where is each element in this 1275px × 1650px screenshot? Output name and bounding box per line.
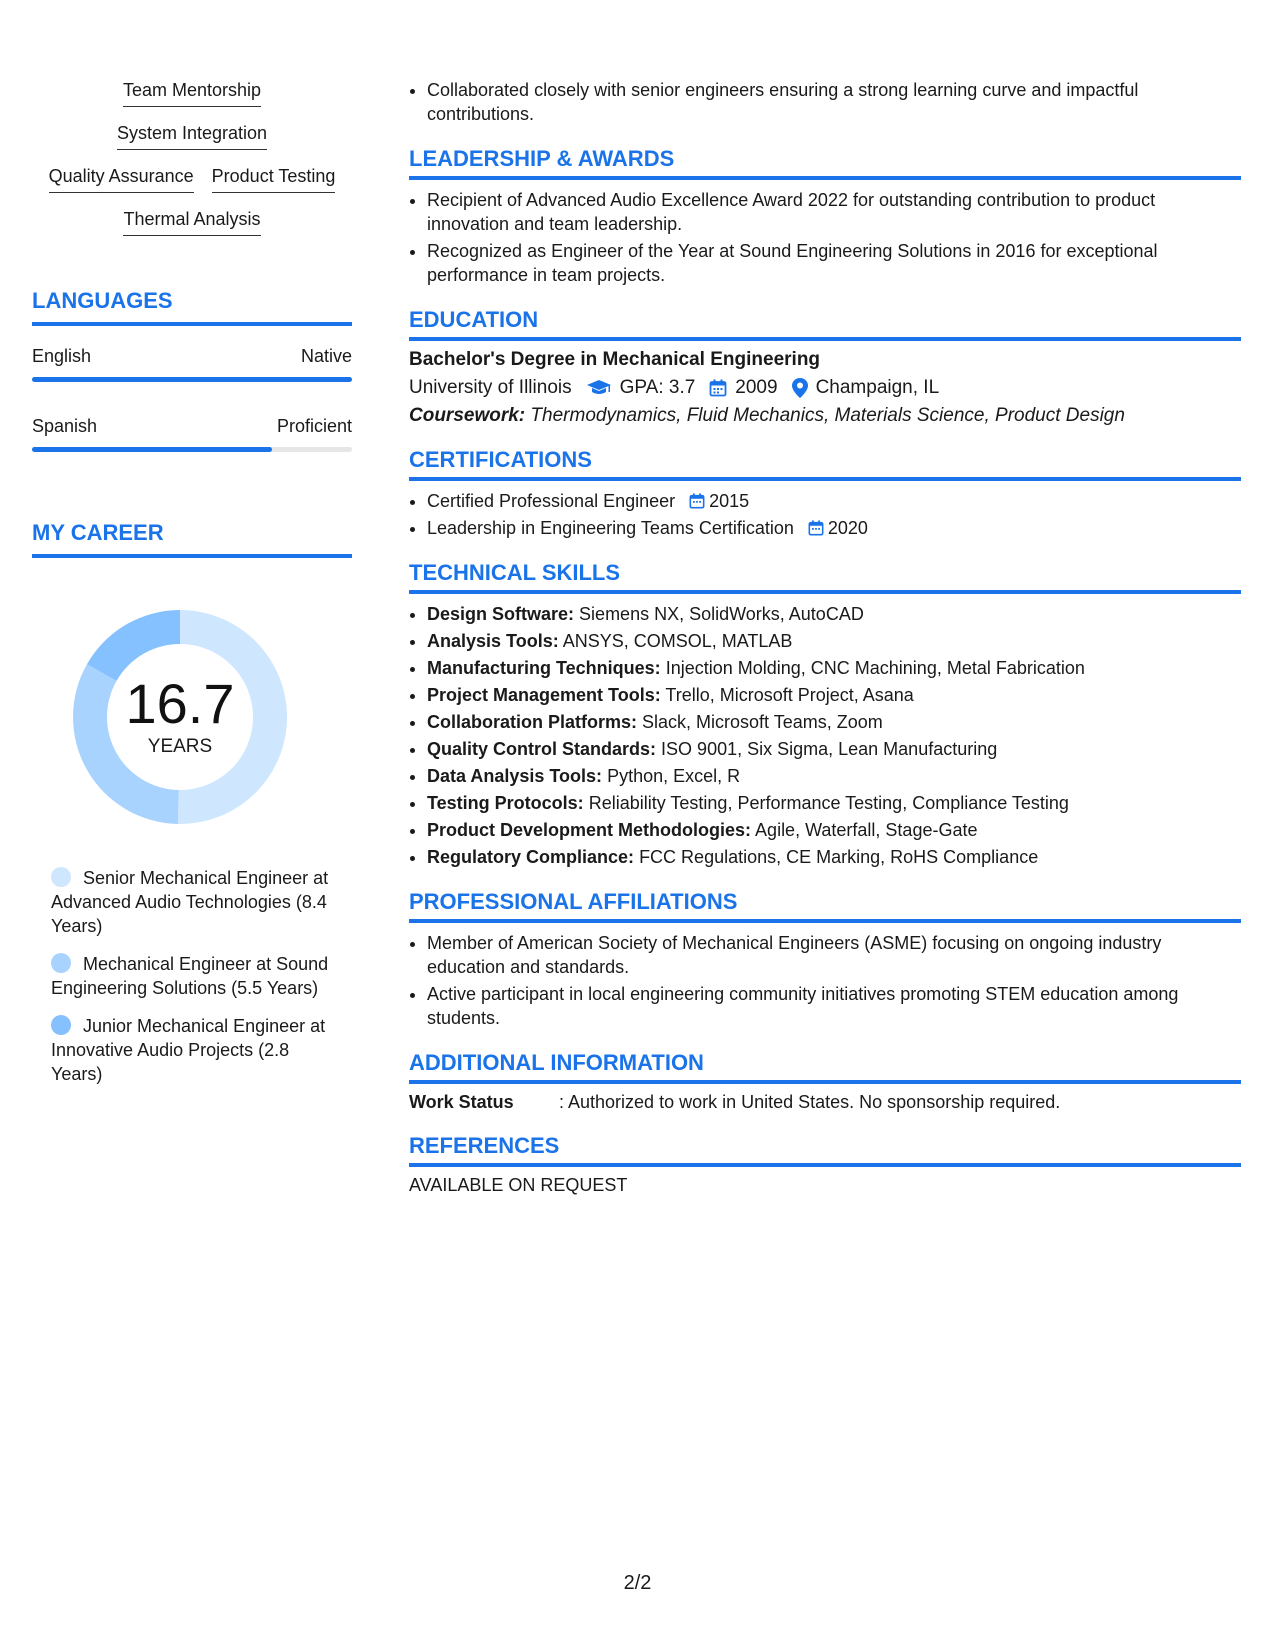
certification-name: • Certified Professional Engineer (427, 491, 676, 511)
language-name: Spanish (32, 416, 98, 436)
career-item (51, 1014, 331, 1086)
education-gpa: GPA: 3.7 (619, 377, 696, 398)
career-item (51, 952, 331, 1000)
tag-row (117, 121, 267, 150)
technical-skill-value: Trello, Microsoft Project, Asana (665, 685, 914, 705)
affiliation-item: • Active participant in local engineering community initiatives promoting STEM education among students. (427, 982, 1241, 1030)
languages-heading: LANGUAGES (32, 288, 352, 326)
graduation-cap-icon (586, 379, 612, 397)
references-text: AVAILABLE ON REQUEST (409, 1175, 628, 1195)
technical-skill-item (427, 737, 1241, 761)
work-status-label: Work Status (409, 1092, 514, 1112)
technical-skill-item (427, 818, 1241, 842)
tag-row (123, 207, 260, 236)
career-unit: YEARS (147, 736, 213, 757)
certification-item (427, 489, 1241, 513)
right-column (409, 78, 1241, 1196)
technical-skill-label: Quality Control Standards: (427, 739, 657, 759)
career-dot (51, 867, 71, 887)
certification-item (427, 516, 1241, 540)
technical-skill-label: Collaboration Platforms: (427, 712, 638, 732)
affiliation-item: • Member of American Society of Mechanical Engineers (ASME) focusing on ongoing industry education and standards. (427, 931, 1241, 979)
technical-skill-label: Analysis Tools: (427, 631, 559, 651)
languages-section (32, 288, 352, 452)
certifications-heading: CERTIFICATIONS (409, 447, 1241, 481)
language-item (32, 416, 352, 452)
technical-skill-label: Product Development Methodologies: (427, 820, 752, 840)
career-heading: MY CAREER (32, 520, 352, 558)
technical-skill-label: Design Software: (427, 604, 575, 624)
career-list (32, 866, 352, 1086)
work-status-row (409, 1092, 1241, 1113)
page-number: 2/2 (623, 1572, 652, 1594)
skill-tag: Thermal Analysis (123, 207, 260, 236)
technical-skill-label: Project Management Tools: (427, 685, 661, 705)
additional-info-heading: ADDITIONAL INFORMATION (409, 1050, 1241, 1084)
technical-skill-value: FCC Regulations, CE Marking, RoHS Compliance (639, 847, 1039, 867)
technical-skill-value: Reliability Testing, Performance Testing, Compliance Testing (588, 793, 1069, 813)
technical-skill-item (427, 683, 1241, 707)
technical-skill-label: Manufacturing Techniques: (427, 658, 661, 678)
technical-skill-value: Injection Molding, CNC Machining, Metal Fabrication (665, 658, 1085, 678)
technical-skills-heading: TECHNICAL SKILLS (409, 560, 1241, 594)
technical-skill-item (427, 764, 1241, 788)
technical-skill-item (427, 791, 1241, 815)
education-degree: Bachelor's Degree in Mechanical Engineering (409, 349, 821, 370)
career-total: 16.7 (125, 672, 235, 735)
technical-skill-value: ANSYS, COMSOL, MATLAB (562, 631, 793, 651)
certification-name: • Leadership in Engineering Teams Certification (427, 518, 794, 538)
left-column (32, 78, 352, 1100)
education-location: Champaign, IL (815, 377, 940, 398)
coursework-value: Thermodynamics, Fluid Mechanics, Materials Science, Product Design (530, 405, 1125, 426)
education-heading: EDUCATION (409, 307, 1241, 341)
career-section (32, 520, 352, 1086)
education-details (409, 377, 1241, 399)
experience-tail-list (409, 78, 1241, 126)
language-bar-fill (32, 447, 272, 452)
technical-skill-item (427, 845, 1241, 869)
language-level: Native (300, 346, 352, 366)
references-heading: REFERENCES (409, 1133, 1241, 1167)
leadership-item: • Recognized as Engineer of the Year at Sound Engineering Solutions in 2016 for exceptional performance in team projects. (427, 239, 1241, 287)
career-item (51, 866, 331, 938)
language-bar (32, 377, 352, 382)
affiliations-list (409, 931, 1241, 1030)
certifications-list (409, 489, 1241, 540)
affiliations-heading: PROFESSIONAL AFFILIATIONS (409, 889, 1241, 923)
education-year: 2009 (735, 377, 778, 398)
certification-year: 2020 (827, 518, 868, 538)
work-status-value: : Authorized to work in United States. No sponsorship required. (559, 1092, 1061, 1112)
technical-skills-list (409, 602, 1241, 869)
tag-row (49, 164, 336, 193)
skill-tag: Team Mentorship (123, 78, 261, 107)
coursework-label: Coursework: (409, 405, 526, 426)
leadership-list (409, 188, 1241, 287)
technical-skill-value: Siemens NX, SolidWorks, AutoCAD (579, 604, 864, 624)
technical-skill-value: Python, Excel, R (607, 766, 741, 786)
technical-skill-item (427, 656, 1241, 680)
career-dot (51, 1015, 71, 1035)
language-name: English (32, 346, 92, 366)
language-level: Proficient (276, 416, 352, 436)
career-text: Mechanical Engineer at Sound Engineering Solutions (5.5 Years) (51, 954, 329, 998)
technical-skill-item (427, 629, 1241, 653)
leadership-item: • Recipient of Advanced Audio Excellence Award 2022 for outstanding contribution to product innovation and team leadership. (427, 188, 1241, 236)
skill-tag: Quality Assurance (49, 164, 194, 193)
location-pin-icon (792, 378, 808, 398)
technical-skill-value: ISO 9001, Six Sigma, Lean Manufacturing (661, 739, 998, 759)
tag-row (123, 78, 261, 107)
calendar-icon (808, 520, 824, 536)
technical-skill-label: Data Analysis Tools: (427, 766, 603, 786)
skill-tag: System Integration (117, 121, 267, 150)
skill-tags (32, 78, 352, 236)
leadership-heading: LEADERSHIP & AWARDS (409, 146, 1241, 180)
calendar-icon (689, 493, 705, 509)
career-dot (51, 953, 71, 973)
technical-skill-item (427, 710, 1241, 734)
skill-tag: Product Testing (212, 164, 336, 193)
experience-bullet: • Collaborated closely with senior engineers ensuring a strong learning curve and impactful contributions. (427, 78, 1241, 126)
education-school: University of Illinois (409, 377, 572, 398)
certification-year: 2015 (709, 491, 750, 511)
career-text: Junior Mechanical Engineer at Innovative Audio Projects (2.8 Years) (51, 1016, 326, 1084)
career-text: Senior Mechanical Engineer at Advanced Audio Technologies (8.4 Years) (51, 868, 329, 936)
language-bar-fill (32, 377, 352, 382)
career-donut (65, 602, 295, 832)
language-bar (32, 447, 352, 452)
education-coursework (409, 405, 1241, 427)
language-item (32, 346, 352, 382)
technical-skill-label: Testing Protocols: (427, 793, 584, 813)
technical-skill-value: Agile, Waterfall, Stage-Gate (755, 820, 978, 840)
calendar-icon (709, 379, 727, 397)
technical-skill-item (427, 602, 1241, 626)
technical-skill-label: Regulatory Compliance: (427, 847, 635, 867)
career-donut-slice (87, 610, 180, 681)
technical-skill-value: Slack, Microsoft Teams, Zoom (642, 712, 883, 732)
